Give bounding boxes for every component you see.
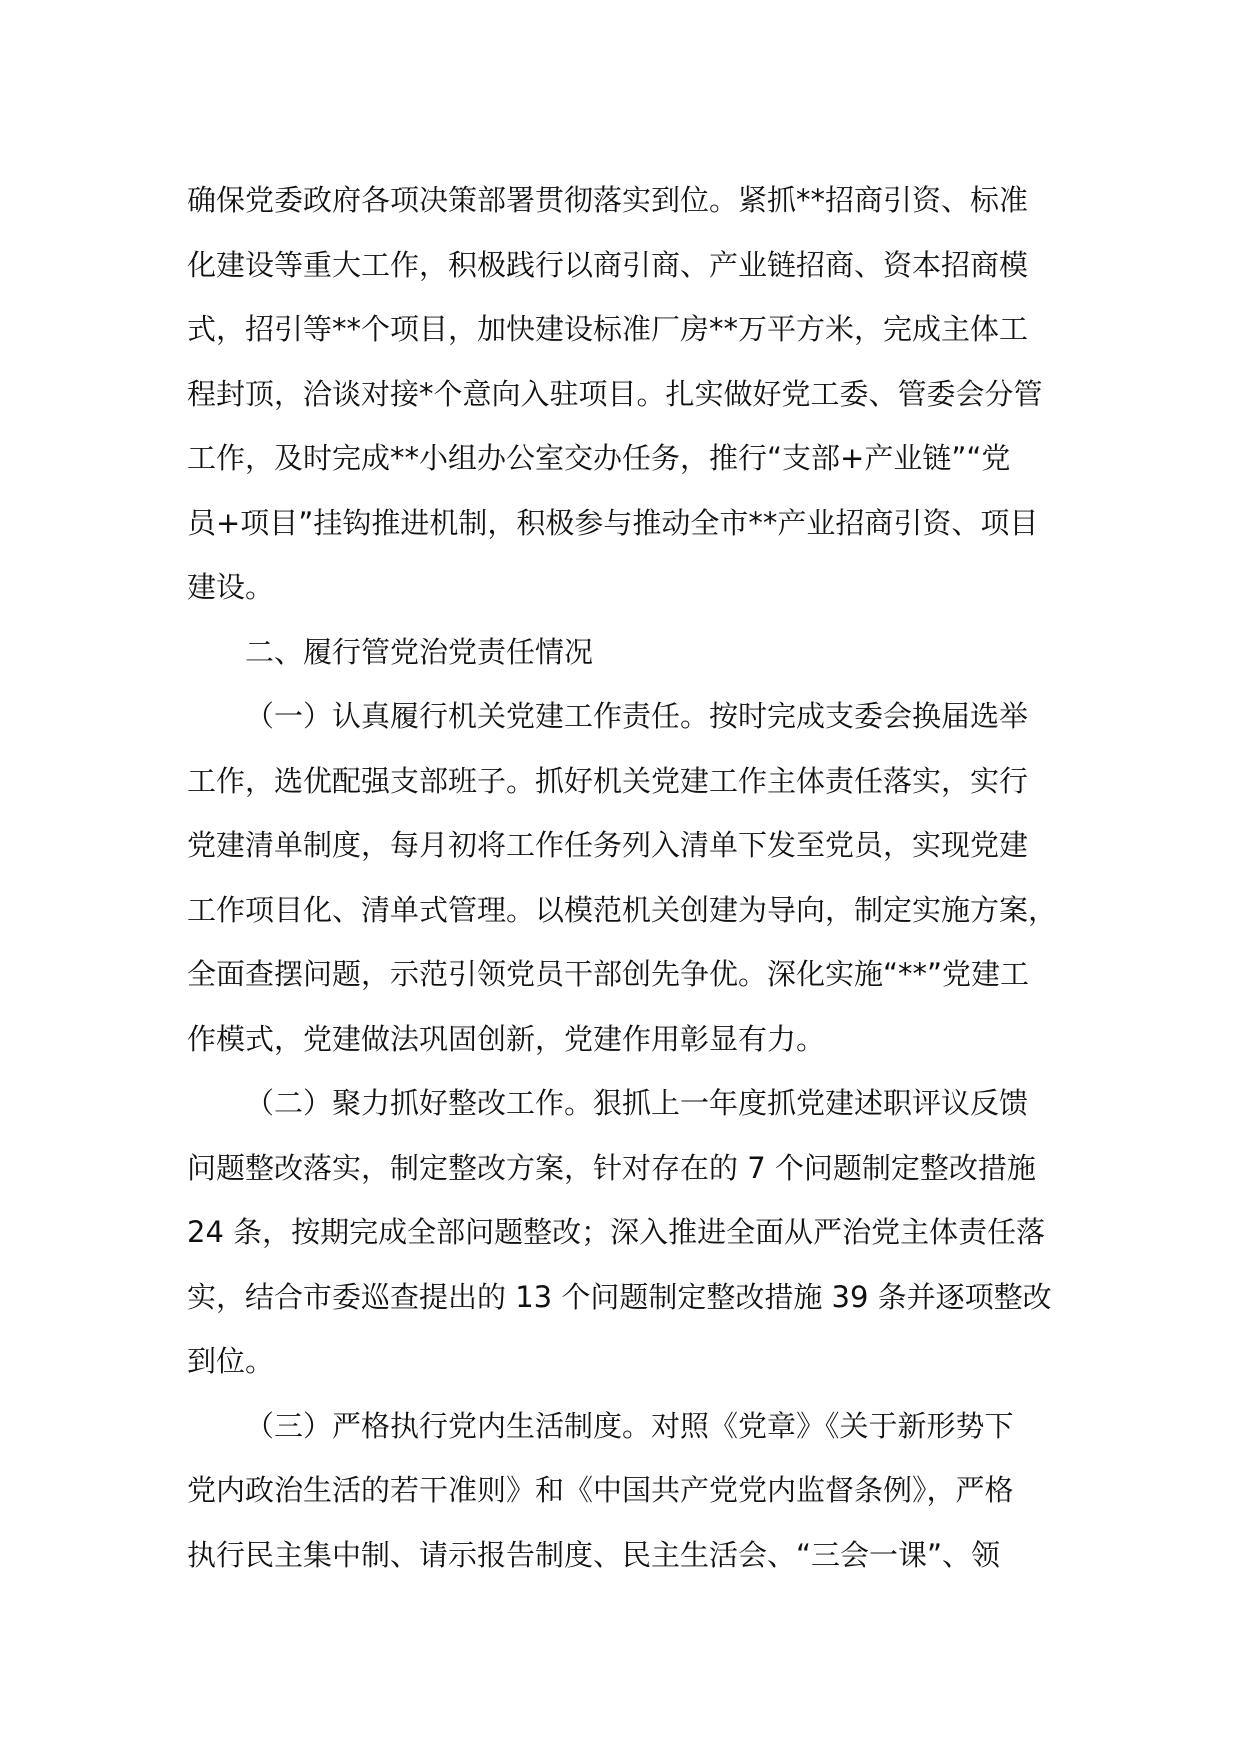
paragraph-line: 工作，选优配强支部班子。抓好机关党建工作主体责任落实，实行 [187, 763, 1029, 798]
paragraph-line: 程封顶，洽谈对接*个意向入驻项目。扎实做好党工委、管委会分管 [187, 376, 1043, 411]
paragraph-line: 党内政治生活的若干准则》和《中国共产党党内监督条例》，严格 [187, 1473, 1014, 1507]
section-heading: 二、履行管党治党责任情况 [245, 634, 594, 669]
paragraph-line: 作模式，党建做法巩固创新，党建作用彰显有力。 [187, 1021, 826, 1056]
subsection-line: （三）严格执行党内生活制度。对照《党章》《关于新形势下 [245, 1408, 1014, 1443]
paragraph-line: 员+项目”挂钩推进机制，积极参与推动全市**产业招商引资、项目 [187, 505, 1039, 540]
paragraph-line: 建设。 [187, 570, 275, 604]
paragraph-line: 党建清单制度，每月初将工作任务列入清单下发至党员，实现党建 [187, 828, 1029, 862]
paragraph-line: 到位。 [187, 1344, 275, 1378]
paragraph-line: 全面查摆问题，示范引领党员干部创先争优。深化实施“**”党建工 [187, 957, 1030, 991]
document-body [187, 168, 1058, 1587]
subsection-line: （一）认真履行机关党建工作责任。按时完成支委会换届选举 [245, 699, 1029, 733]
paragraph-line: 工作，及时完成**小组办公室交办任务，推行“支部+产业链”“党 [187, 441, 1011, 475]
paragraph-line: 执行民主集中制、请示报告制度、民主生活会、“三会一课”、领 [187, 1537, 1001, 1572]
paragraph-line: 工作项目化、清单式管理。以模范机关创建为导向，制定实施方案， [187, 892, 1058, 927]
paragraph-line: 确保党委政府各项决策部署贯彻落实到位。紧抓**招商引资、标准 [187, 183, 1029, 217]
paragraph-line: 问题整改落实，制定整改方案，针对存在的 7 个问题制定整改措施 [187, 1150, 1036, 1185]
subsection-line: （二）聚力抓好整改工作。狠抓上一年度抓党建述职评议反馈 [245, 1086, 1029, 1120]
paragraph-line: 24 条，按期完成全部问题整改；深入推进全面从严治党主体责任落 [187, 1215, 1046, 1249]
paragraph-line: 式，招引等**个项目，加快建设标准厂房**万平方米，完成主体工 [187, 312, 1029, 346]
paragraph-line: 实，结合市委巡查提出的 13 个问题制定整改措施 39 条并逐项整改 [187, 1279, 1052, 1314]
paragraph-line: 化建设等重大工作，积极践行以商引商、产业链招商、资本招商模 [187, 247, 1029, 282]
